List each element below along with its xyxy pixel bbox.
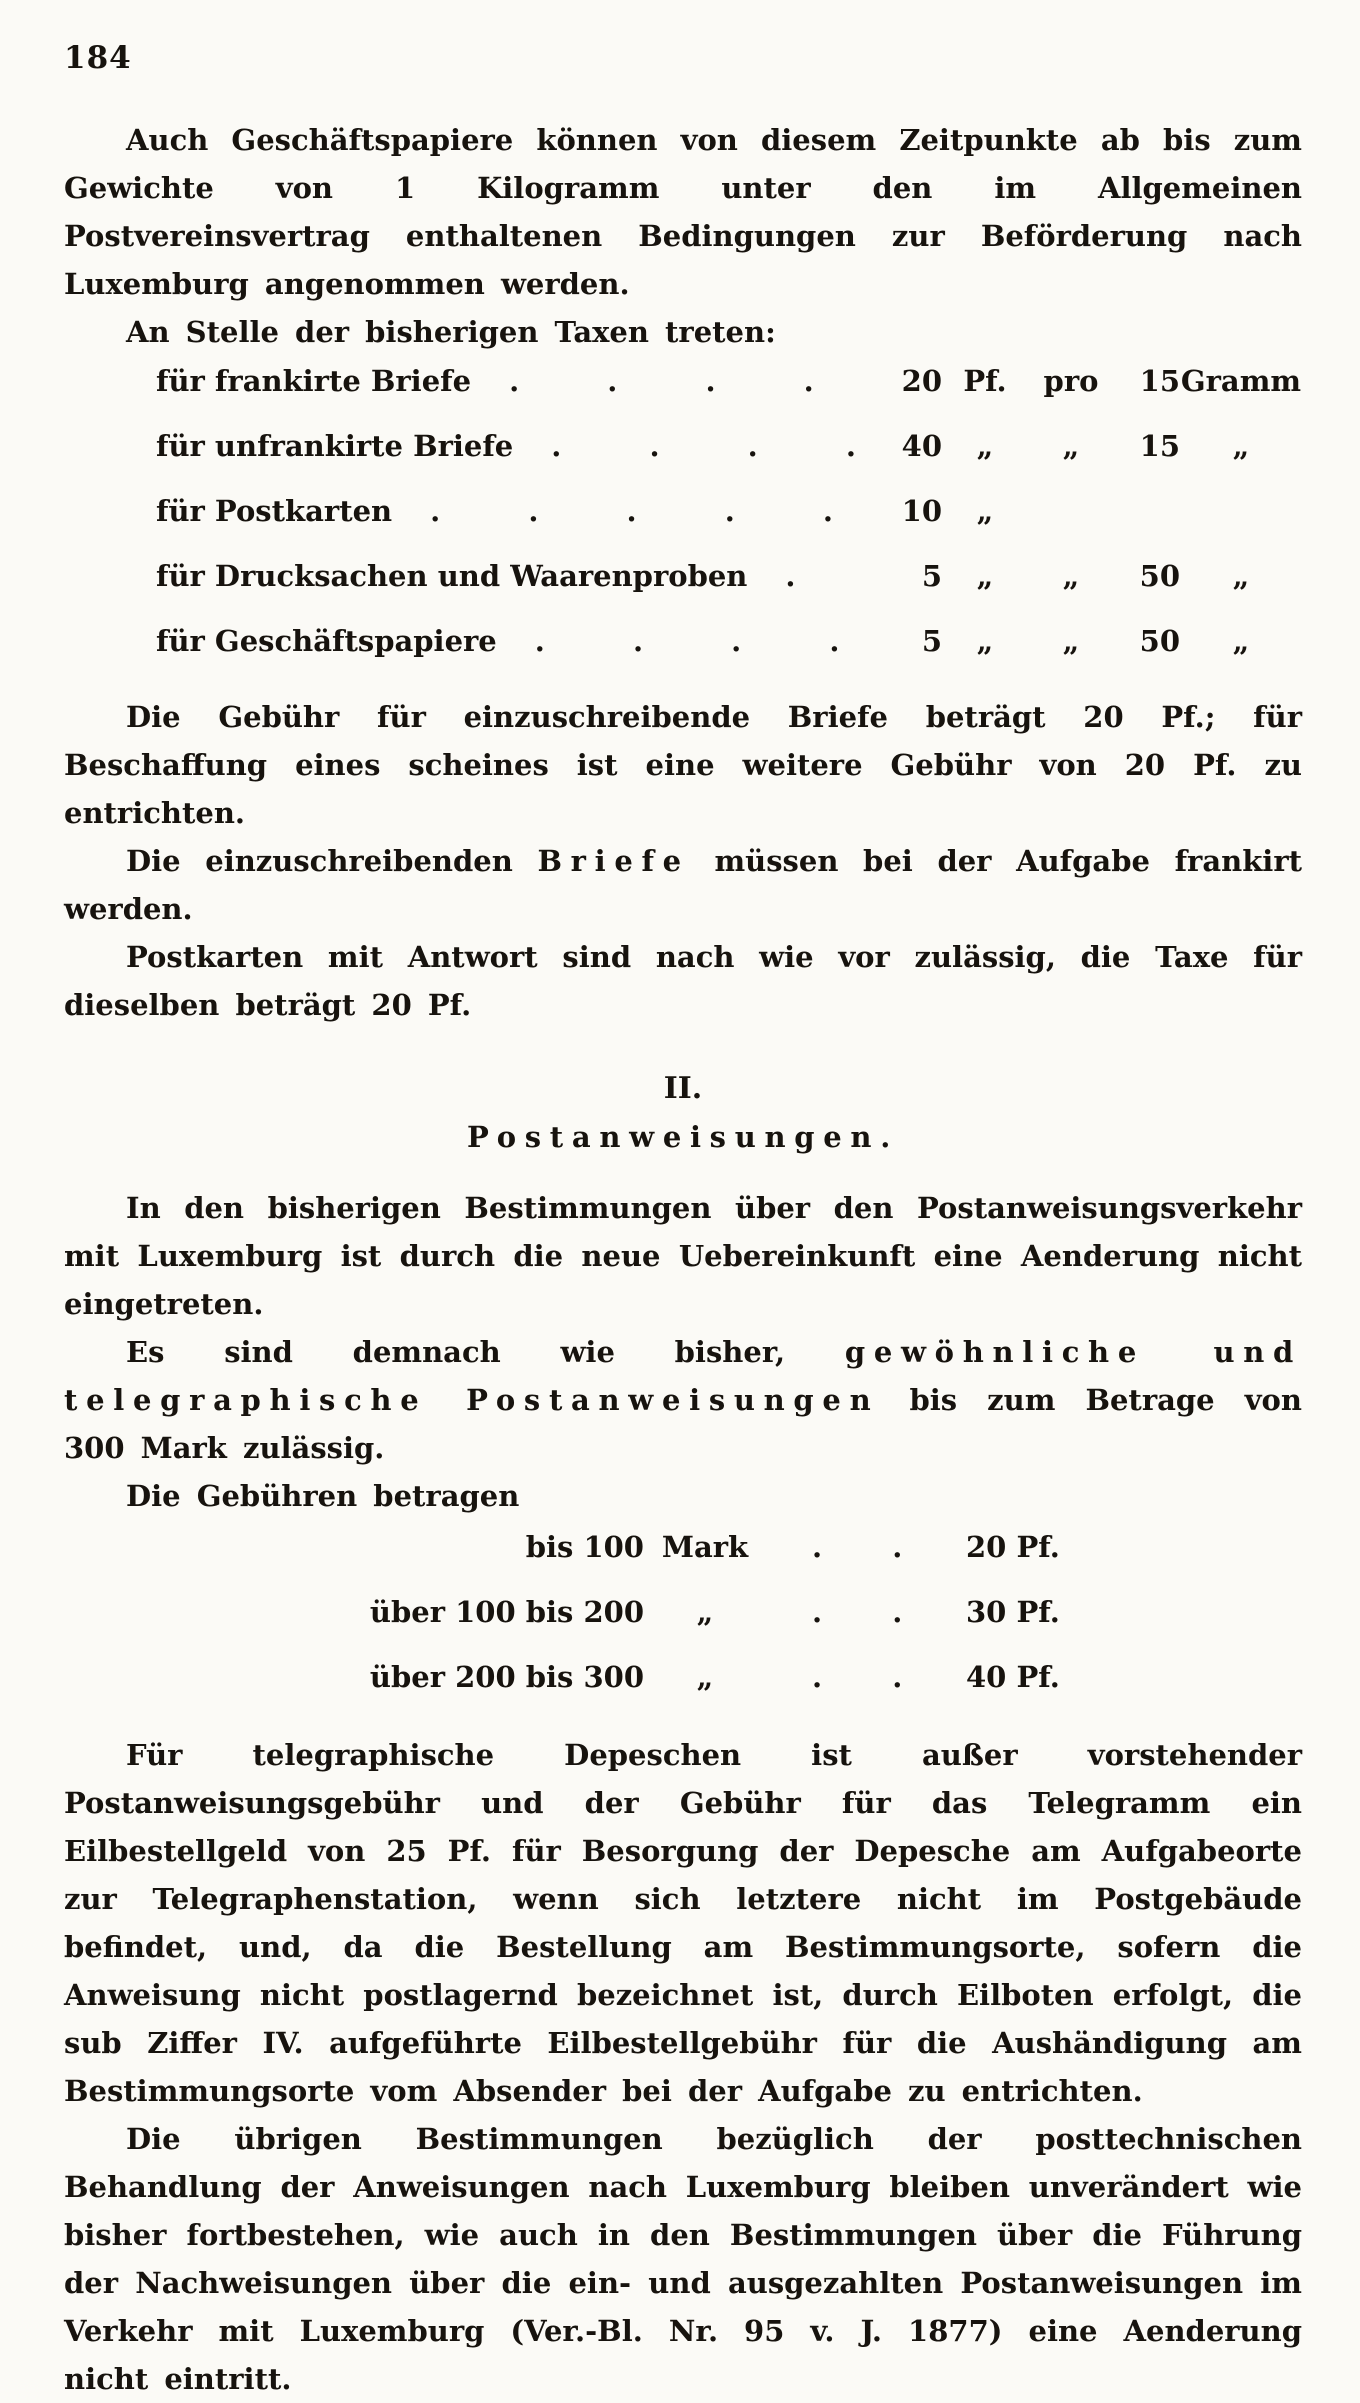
- rate-amount: 5: [921, 559, 942, 593]
- dot-leader: .: [785, 559, 796, 593]
- rate-table: [156, 364, 1302, 689]
- paragraph-uebrige-bestimmungen: Die übrigen Bestimmungen bezüglich der posttechnischen Behandlung der Anweisungen nach Luxemburg bleiben unverändert wie bisher fortbestehen, wie auch in den Bestimmungen über die Führung der Nachweisungen über die ein- und ausgezahlten Postanweisungen im Verkehr mit Luxemburg (Ver.-Bl. Nr. 95 v. J. 1877) eine Aenderung nicht eintritt.: [64, 2122, 1302, 2396]
- table-row: [156, 624, 1302, 689]
- rate-per: pro: [1043, 364, 1099, 398]
- fee-range: über 200 bis 300: [369, 1660, 644, 1694]
- dot-leader: . . . .: [551, 429, 856, 463]
- rate-weight-unit: Gramm: [1180, 364, 1302, 398]
- fee-unit: „: [696, 1660, 714, 1694]
- fee-unit: „: [696, 1595, 714, 1629]
- fee-amount: 30 Pf.: [966, 1595, 1060, 1629]
- rate-amount: 20: [901, 364, 942, 398]
- rate-label: für Drucksachen und Waarenproben: [156, 559, 748, 593]
- rate-unit: Pf.: [963, 364, 1007, 398]
- paragraph-frankirt-post: müssen bei der Aufgabe frankirt werden.: [64, 844, 1302, 926]
- paragraph-zulaessig-emphasis: gewöhnliche und telegraphische Postanweisungen: [64, 1335, 1303, 1417]
- dot-leader: . .: [812, 1660, 903, 1694]
- section-numeral: II.: [663, 1071, 703, 1106]
- table-row: [156, 429, 1302, 494]
- rate-weight-unit: „: [1232, 559, 1250, 593]
- rate-unit: „: [976, 559, 994, 593]
- table-row: [192, 1660, 1302, 1725]
- rate-unit: „: [976, 494, 994, 528]
- paragraph-bestimmungen: In den bisherigen Bestimmungen über den Postanweisungsverkehr mit Luxemburg ist durch die neue Uebereinkunft eine Aenderung nicht eingetreten.: [64, 1191, 1302, 1321]
- paragraph-telegraphische-depeschen: Für telegraphische Depeschen ist außer vorstehender Postanweisungsgebühr und der Gebühr für das Telegramm ein Eilbestellgeld von 25 Pf. für Besorgung der Depesche am Aufgabeorte zur Telegraphenstation, wenn sich letztere nicht im Postgebäude befindet, und, da die Bestellung am Bestimmungsorte, sofern die Anweisung nicht postlagernd bezeichnet ist, durch Eilboten erfolgt, die sub Ziffer IV. aufgeführte Eilbestellgebühr für die Aushändigung am Bestimmungsorte vom Absender bei der Aufgabe zu entrichten.: [64, 1738, 1302, 2108]
- page-number: 184: [64, 40, 132, 76]
- rate-per: „: [1062, 559, 1080, 593]
- rate-amount: 40: [901, 429, 942, 463]
- rate-per: „: [1062, 624, 1080, 658]
- rate-per: „: [1062, 429, 1080, 463]
- paragraph-einschreibgebuehr: Die Gebühr für einzuschreibende Briefe beträgt 20 Pf.; für Beschaffung eines scheines ist eine weitere Gebühr von 20 Pf. zu entrichten.: [64, 700, 1302, 830]
- dot-leader: . .: [812, 1530, 903, 1564]
- rate-weight-unit: „: [1232, 429, 1250, 463]
- paragraph-gebuehren-intro: Die Gebühren betragen: [126, 1479, 520, 1513]
- fee-range: bis 100: [525, 1530, 644, 1564]
- rate-weight-unit: „: [1232, 624, 1250, 658]
- table-row: [192, 1595, 1302, 1660]
- rate-amount: 10: [901, 494, 942, 528]
- section-title: Postanweisungen.: [466, 1120, 899, 1154]
- paragraph-frankirt-emphasis: Briefe: [537, 844, 690, 878]
- table-row: [192, 1530, 1302, 1595]
- paragraph-postkarten-antwort: Postkarten mit Antwort sind nach wie vor zulässig, die Taxe für dieselben beträgt 20 Pf.: [64, 940, 1302, 1022]
- paragraph-zulaessig-pre: Es sind demnach wie bisher,: [126, 1335, 845, 1369]
- fee-range: über 100 bis 200: [369, 1595, 644, 1629]
- paragraph-zulaessig-post: bis zum Betrage von 300 Mark zulässig.: [64, 1383, 1302, 1465]
- paragraph-geschaeftspapiere: Auch Geschäftspapiere können von diesem Zeitpunkte ab bis zum Gewichte von 1 Kilogramm unter den im Allgemeinen Postvereinsvertrag enthaltenen Bedingungen zur Beförderung nach Luxemburg angenommen werden.: [64, 123, 1302, 301]
- dot-leader: . .: [812, 1595, 903, 1629]
- fee-table: [192, 1530, 1302, 1725]
- rate-label: für Geschäftspapiere: [156, 624, 497, 658]
- rate-weight: 50: [1139, 559, 1180, 593]
- paragraph-taxen-intro: An Stelle der bisherigen Taxen treten:: [126, 315, 776, 349]
- dot-leader: . . . .: [534, 624, 840, 658]
- fee-amount: 20 Pf.: [966, 1530, 1060, 1564]
- rate-weight: 50: [1139, 624, 1180, 658]
- rate-label: für unfrankirte Briefe: [156, 429, 514, 463]
- rate-unit: „: [976, 624, 994, 658]
- paragraph-frankirt-pre: Die einzuschreibenden: [126, 844, 538, 878]
- paragraph-zulaessig: [64, 1328, 1302, 1472]
- rate-label: für Postkarten: [156, 494, 393, 528]
- fee-amount: 40 Pf.: [966, 1660, 1060, 1694]
- table-row: [156, 559, 1302, 624]
- table-row: [156, 494, 1302, 559]
- rate-label: für frankirte Briefe: [156, 364, 472, 398]
- rate-unit: „: [976, 429, 994, 463]
- table-row: [156, 364, 1302, 429]
- dot-leader: . . . . .: [430, 494, 833, 528]
- rate-weight: 15: [1139, 364, 1180, 398]
- dot-leader: . . . .: [509, 364, 814, 398]
- paragraph-frankirt: [64, 837, 1302, 933]
- rate-weight: 15: [1139, 429, 1180, 463]
- rate-amount: 5: [921, 624, 942, 658]
- fee-unit: Mark: [661, 1530, 749, 1564]
